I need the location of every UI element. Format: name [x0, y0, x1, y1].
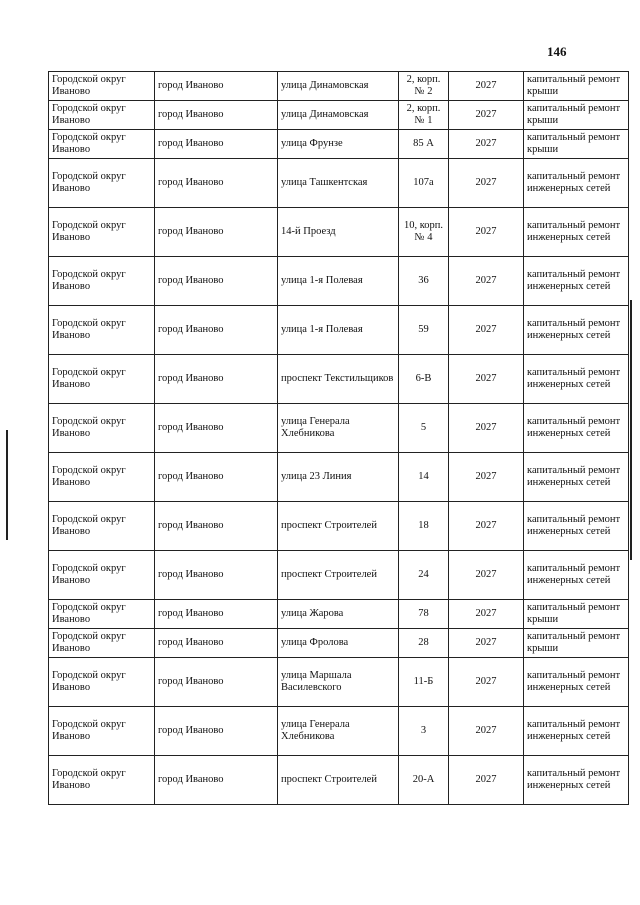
street-cell: улица Динамовская [278, 72, 399, 101]
table-row [49, 306, 629, 355]
house-number-cell: 28 [399, 629, 449, 658]
registry-table [48, 71, 629, 805]
district-cell: Городской округ Иваново [49, 453, 155, 502]
house-number-cell: 5 [399, 404, 449, 453]
work-type-cell: капитальный ремонт инженерных сетей [524, 756, 629, 805]
table-row [49, 404, 629, 453]
work-type-cell: капитальный ремонт инженерных сетей [524, 551, 629, 600]
street-cell: улица Ташкентская [278, 159, 399, 208]
year-cell: 2027 [449, 502, 524, 551]
district-cell: Городской округ Иваново [49, 208, 155, 257]
year-cell: 2027 [449, 208, 524, 257]
table-row [49, 208, 629, 257]
house-number-cell: 2, корп. № 2 [399, 72, 449, 101]
registry-table-body [49, 72, 629, 805]
street-cell: проспект Строителей [278, 551, 399, 600]
city-cell: город Иваново [155, 600, 278, 629]
house-number-cell: 2, корп. № 1 [399, 101, 449, 130]
district-cell: Городской округ Иваново [49, 72, 155, 101]
work-type-cell: капитальный ремонт инженерных сетей [524, 658, 629, 707]
district-cell: Городской округ Иваново [49, 658, 155, 707]
house-number-cell: 78 [399, 600, 449, 629]
district-cell: Городской округ Иваново [49, 707, 155, 756]
table-row [49, 159, 629, 208]
house-number-cell: 3 [399, 707, 449, 756]
house-number-cell: 10, корп. № 4 [399, 208, 449, 257]
work-type-cell: капитальный ремонт инженерных сетей [524, 502, 629, 551]
city-cell: город Иваново [155, 404, 278, 453]
street-cell: улица Генерала Хлебникова [278, 707, 399, 756]
table-row [49, 502, 629, 551]
city-cell: город Иваново [155, 707, 278, 756]
district-cell: Городской округ Иваново [49, 404, 155, 453]
city-cell: город Иваново [155, 257, 278, 306]
year-cell: 2027 [449, 355, 524, 404]
district-cell: Городской округ Иваново [49, 600, 155, 629]
year-cell: 2027 [449, 600, 524, 629]
district-cell: Городской округ Иваново [49, 629, 155, 658]
house-number-cell: 14 [399, 453, 449, 502]
year-cell: 2027 [449, 756, 524, 805]
city-cell: город Иваново [155, 159, 278, 208]
street-cell: улица 1-я Полевая [278, 257, 399, 306]
year-cell: 2027 [449, 629, 524, 658]
street-cell: проспект Текстильщиков [278, 355, 399, 404]
street-cell: улица Фролова [278, 629, 399, 658]
scan-margin-mark [630, 300, 632, 560]
district-cell: Городской округ Иваново [49, 130, 155, 159]
table-row [49, 756, 629, 805]
street-cell: улица 23 Линия [278, 453, 399, 502]
city-cell: город Иваново [155, 306, 278, 355]
year-cell: 2027 [449, 101, 524, 130]
street-cell: улица Маршала Василевского [278, 658, 399, 707]
table-row [49, 551, 629, 600]
city-cell: город Иваново [155, 130, 278, 159]
year-cell: 2027 [449, 658, 524, 707]
house-number-cell: 59 [399, 306, 449, 355]
table-row [49, 600, 629, 629]
year-cell: 2027 [449, 453, 524, 502]
district-cell: Городской округ Иваново [49, 551, 155, 600]
table-row [49, 72, 629, 101]
table-row [49, 130, 629, 159]
district-cell: Городской округ Иваново [49, 756, 155, 805]
house-number-cell: 36 [399, 257, 449, 306]
table-row [49, 629, 629, 658]
district-cell: Городской округ Иваново [49, 355, 155, 404]
table-row [49, 257, 629, 306]
house-number-cell: 107а [399, 159, 449, 208]
city-cell: город Иваново [155, 658, 278, 707]
city-cell: город Иваново [155, 756, 278, 805]
year-cell: 2027 [449, 159, 524, 208]
year-cell: 2027 [449, 551, 524, 600]
district-cell: Городской округ Иваново [49, 257, 155, 306]
city-cell: город Иваново [155, 502, 278, 551]
city-cell: город Иваново [155, 101, 278, 130]
work-type-cell: капитальный ремонт инженерных сетей [524, 257, 629, 306]
year-cell: 2027 [449, 306, 524, 355]
street-cell: улица Генерала Хлебникова [278, 404, 399, 453]
city-cell: город Иваново [155, 629, 278, 658]
table-row [49, 453, 629, 502]
district-cell: Городской округ Иваново [49, 502, 155, 551]
house-number-cell: 85 А [399, 130, 449, 159]
work-type-cell: капитальный ремонт инженерных сетей [524, 159, 629, 208]
work-type-cell: капитальный ремонт инженерных сетей [524, 208, 629, 257]
house-number-cell: 18 [399, 502, 449, 551]
house-number-cell: 24 [399, 551, 449, 600]
work-type-cell: капитальный ремонт инженерных сетей [524, 453, 629, 502]
work-type-cell: капитальный ремонт крыши [524, 130, 629, 159]
work-type-cell: капитальный ремонт инженерных сетей [524, 707, 629, 756]
street-cell: улица Динамовская [278, 101, 399, 130]
table-row [49, 355, 629, 404]
page-number: 146 [547, 44, 567, 59]
house-number-cell: 20-А [399, 756, 449, 805]
street-cell: проспект Строителей [278, 756, 399, 805]
work-type-cell: капитальный ремонт крыши [524, 101, 629, 130]
scan-margin-mark [6, 430, 8, 540]
city-cell: город Иваново [155, 453, 278, 502]
year-cell: 2027 [449, 707, 524, 756]
street-cell: проспект Строителей [278, 502, 399, 551]
district-cell: Городской округ Иваново [49, 159, 155, 208]
year-cell: 2027 [449, 130, 524, 159]
table-row [49, 658, 629, 707]
district-cell: Городской округ Иваново [49, 306, 155, 355]
street-cell: 14-й Проезд [278, 208, 399, 257]
work-type-cell: капитальный ремонт крыши [524, 600, 629, 629]
work-type-cell: капитальный ремонт крыши [524, 72, 629, 101]
work-type-cell: капитальный ремонт инженерных сетей [524, 306, 629, 355]
street-cell: улица Фрунзе [278, 130, 399, 159]
year-cell: 2027 [449, 257, 524, 306]
street-cell: улица Жарова [278, 600, 399, 629]
table-row [49, 707, 629, 756]
table-row [49, 101, 629, 130]
city-cell: город Иваново [155, 208, 278, 257]
city-cell: город Иваново [155, 72, 278, 101]
city-cell: город Иваново [155, 355, 278, 404]
city-cell: город Иваново [155, 551, 278, 600]
year-cell: 2027 [449, 404, 524, 453]
street-cell: улица 1-я Полевая [278, 306, 399, 355]
house-number-cell: 6-В [399, 355, 449, 404]
work-type-cell: капитальный ремонт инженерных сетей [524, 404, 629, 453]
work-type-cell: капитальный ремонт крыши [524, 629, 629, 658]
district-cell: Городской округ Иваново [49, 101, 155, 130]
year-cell: 2027 [449, 72, 524, 101]
house-number-cell: 11-Б [399, 658, 449, 707]
work-type-cell: капитальный ремонт инженерных сетей [524, 355, 629, 404]
